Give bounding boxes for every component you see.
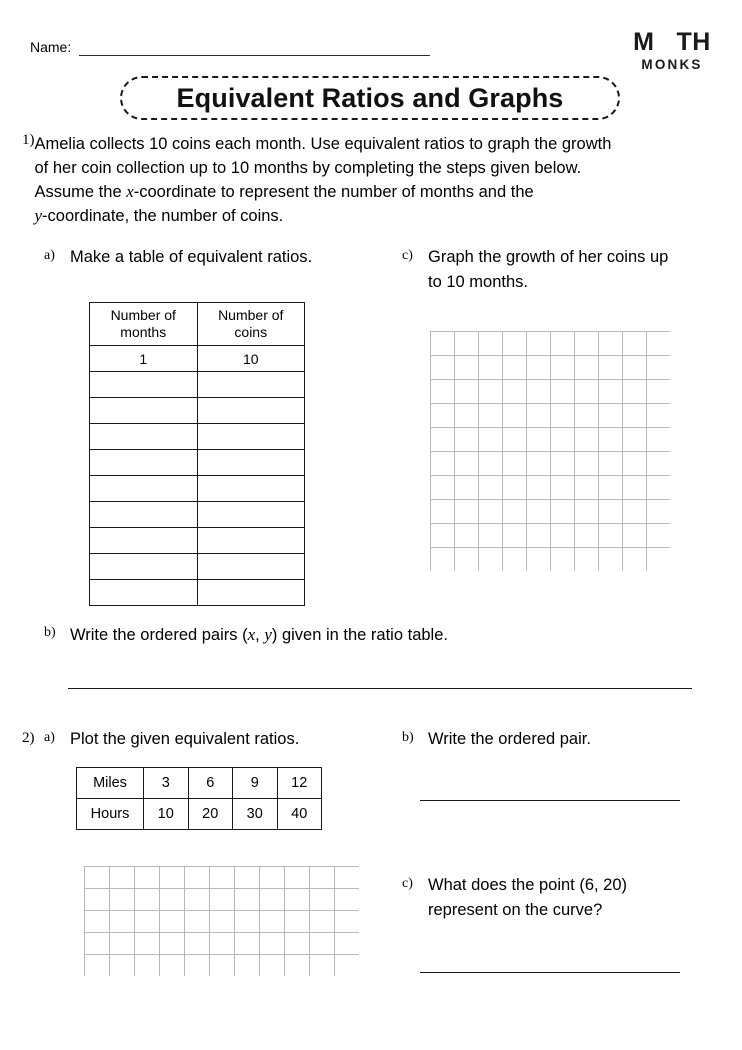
cell-miles: 6 [188,768,233,799]
math-monks-logo [624,30,720,72]
cell-hours: 40 [277,799,322,830]
cell-hours: 10 [144,799,189,830]
table-row [90,398,305,424]
header-coins-line2: coins [234,324,268,340]
cell-coins[interactable] [197,528,305,554]
question-2a-text: Plot the given equivalent ratios. [70,730,300,748]
cell-hours: 30 [233,799,278,830]
name-input-line[interactable] [79,54,430,56]
question-2c-label: c) [402,876,413,891]
question-1c-line-2: to 10 months. [428,273,528,291]
equivalent-ratios-table [89,302,305,606]
logo-wordmark [624,30,720,55]
stem-3-pre: Assume the [34,183,127,201]
miles-hours-table [76,767,322,830]
question-2a [22,727,299,752]
header-months-line2: months [120,324,167,340]
cell-coins[interactable] [197,580,305,606]
q1b-comma: , [255,626,265,644]
name-field-row [30,40,430,56]
question-1-stem-line-4 [35,204,723,228]
question-1c [402,245,722,295]
row-label-miles: Miles [77,768,144,799]
cell-months[interactable]: 1 [90,346,198,372]
question-1 [22,132,722,228]
table-row [90,528,305,554]
q1b-post: ) given in the ratio table. [271,626,448,644]
cell-coins[interactable] [197,424,305,450]
cell-coins[interactable] [197,476,305,502]
table-row [90,580,305,606]
logo-letter-m: M [633,28,655,56]
cell-coins[interactable] [197,450,305,476]
answer-line-2b[interactable] [420,800,680,801]
cell-coins[interactable] [197,398,305,424]
y-variable: y [34,206,43,225]
question-2b [402,727,722,752]
question-2c [402,873,722,923]
question-1-stem-line-2: of her coin collection up to 10 months by completing the steps given below. [34,159,582,177]
table-header-months [90,303,198,346]
cell-months[interactable] [90,424,198,450]
cell-coins[interactable] [197,372,305,398]
question-2c-text [428,873,627,923]
cell-coins[interactable]: 10 [197,346,305,372]
x-variable: x [247,625,256,644]
question-1c-label: c) [402,248,413,263]
question-2c-line-2: represent on the curve? [428,901,603,919]
question-2a-label: a) [44,730,55,745]
cell-coins[interactable] [197,502,305,528]
x-variable: x [126,182,134,201]
page-title: Equivalent Ratios and Graphs [176,82,564,113]
question-2c-line-1: What does the point (6, 20) [428,876,628,894]
cell-months[interactable] [90,580,198,606]
cell-miles: 12 [277,768,322,799]
question-1c-line-1: Graph the growth of her coins up [428,248,669,266]
question-1-number: 1) [22,132,35,148]
question-1-stem-line-1: Amelia collects 10 coins each month. Use equivalent ratios to graph the growth [34,135,612,153]
question-1b [44,622,704,648]
question-1a [44,245,404,270]
stem-3-mid: -coordinate to represent the number of months and the [133,183,534,201]
row-label-hours: Hours [77,799,144,830]
table-row [90,476,305,502]
table-row [90,372,305,398]
cell-miles: 3 [144,768,189,799]
cell-months[interactable] [90,476,198,502]
table-row-hours [77,799,322,830]
stem-4-post: -coordinate, the number of coins. [42,207,284,225]
cell-months[interactable] [90,554,198,580]
question-1a-label: a) [44,248,55,263]
question-1-stem [35,132,723,228]
logo-letters-th: TH [676,28,711,56]
table-row [90,346,305,372]
table-row [90,424,305,450]
answer-line-1b[interactable] [68,688,692,689]
table-row-miles [77,768,322,799]
question-1b-label: b) [44,625,56,640]
cell-months[interactable] [90,528,198,554]
cell-months[interactable] [90,372,198,398]
cell-coins[interactable] [197,554,305,580]
header-months-line1: Number of [110,307,176,323]
table-header-row [90,303,305,346]
q1b-pre: Write the ordered pairs ( [70,626,248,644]
name-label: Name: [30,39,72,55]
table-header-coins [197,303,305,346]
cell-hours: 20 [188,799,233,830]
question-1b-text [70,622,448,648]
question-1-stem-line-3 [35,180,723,204]
cell-months[interactable] [90,398,198,424]
question-2b-text: Write the ordered pair. [428,730,591,748]
cell-miles: 9 [233,768,278,799]
question-1a-text: Make a table of equivalent ratios. [70,248,313,266]
question-1c-text [428,245,668,295]
question-2b-label: b) [402,730,414,745]
miles-hours-graph-grid[interactable] [84,866,359,976]
coins-graph-grid[interactable] [430,331,670,571]
y-variable: y [264,625,272,644]
table-row [90,554,305,580]
cell-months[interactable] [90,502,198,528]
table-row [90,450,305,476]
worksheet-title-banner [120,76,620,120]
header-coins-line1: Number of [218,307,284,323]
table-row [90,502,305,528]
logo-subtext: MONKS [641,57,703,72]
cell-months[interactable] [90,450,198,476]
question-2-number: 2) [22,730,35,746]
answer-line-2c[interactable] [420,972,680,973]
